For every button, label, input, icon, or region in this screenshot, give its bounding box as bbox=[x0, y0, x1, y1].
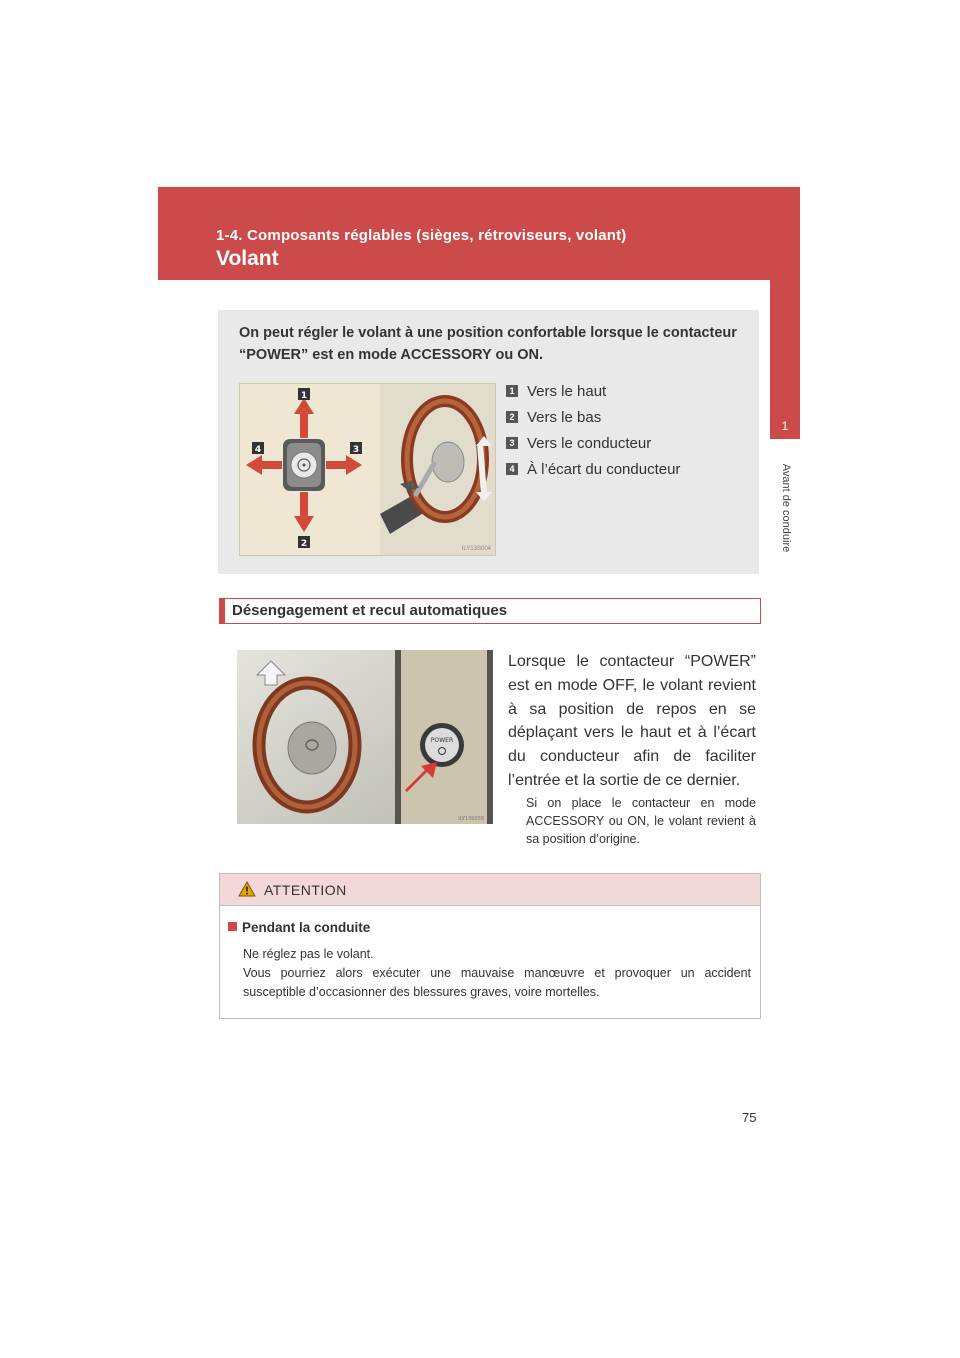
svg-text:3: 3 bbox=[352, 445, 360, 455]
direction-item bbox=[506, 430, 680, 456]
caution-body bbox=[243, 945, 751, 1002]
heading-accent-bar bbox=[220, 599, 225, 623]
direction-label: À l’écart du conducteur bbox=[527, 460, 681, 478]
svg-text:4: 4 bbox=[254, 445, 262, 455]
intro-text: On peut régler le volant à une position confortable lorsque le contacteur “POWER” est en mode ACCESSORY ou ON. bbox=[239, 325, 737, 363]
auto-return-note: Si on place le contacteur en mode ACCESSORY ou ON, le volant revient à sa position d’origine. bbox=[526, 796, 756, 846]
auto-return-description: Lorsque le contacteur “POWER” est en mode OFF, le volant revient à sa position de repos en se déplaçant vers le haut et à l’écart du conducteur afin de faciliter l’entrée et la sortie de ce dernier. bbox=[508, 653, 756, 789]
number-badge: 3 bbox=[506, 437, 518, 449]
direction-item bbox=[506, 456, 680, 482]
section-heading-text: Désengagement et recul automatiques bbox=[232, 602, 508, 619]
svg-text:1: 1 bbox=[300, 391, 308, 401]
page-number: 75 bbox=[742, 1110, 757, 1125]
svg-text:2: 2 bbox=[300, 539, 308, 549]
caution-subtitle-text: Pendant la conduite bbox=[242, 920, 371, 935]
section-heading bbox=[219, 598, 761, 624]
caution-header bbox=[220, 874, 760, 906]
intro-box bbox=[218, 310, 759, 574]
direction-list bbox=[506, 378, 680, 482]
direction-label: Vers le haut bbox=[527, 382, 607, 400]
chapter-tab bbox=[770, 187, 800, 439]
direction-item bbox=[506, 404, 680, 430]
bullet-square-icon bbox=[228, 922, 237, 931]
chapter-title: Avant de conduire bbox=[780, 463, 792, 553]
caution-line: Ne réglez pas le volant. bbox=[243, 947, 374, 961]
direction-label: Vers le bas bbox=[527, 408, 602, 426]
direction-label: Vers le conducteur bbox=[527, 434, 652, 452]
number-badge: 1 bbox=[506, 385, 518, 397]
steering-adjust-diagram bbox=[239, 383, 496, 556]
figure-code: ILY13S004 bbox=[461, 546, 491, 552]
number-badge: 2 bbox=[506, 411, 518, 423]
chapter-title-vertical bbox=[774, 448, 798, 568]
caution-title: ATTENTION bbox=[264, 882, 347, 898]
warning-triangle-icon bbox=[238, 881, 256, 897]
power-button-label: POWER bbox=[430, 737, 454, 744]
power-switch-illustration bbox=[237, 650, 493, 824]
direction-item bbox=[506, 378, 680, 404]
page-title: Volant bbox=[216, 247, 279, 270]
chapter-header bbox=[158, 187, 800, 280]
number-badge: 4 bbox=[506, 463, 518, 475]
caution-line: Vous pourriez alors exécuter une mauvaise manœuvre et provoquer un accident susceptible d’occasionner des blessures graves, voire mortelles. bbox=[243, 966, 751, 999]
caution-box bbox=[219, 873, 761, 1019]
section-title: 1-4. Composants réglables (sièges, rétroviseurs, volant) bbox=[216, 227, 627, 244]
chapter-number: 1 bbox=[781, 419, 789, 433]
figure-code: ILY13S038 bbox=[458, 816, 484, 822]
steering-adjust-illustration bbox=[240, 384, 495, 555]
caution-subtitle bbox=[228, 920, 370, 935]
power-switch-photo bbox=[237, 650, 493, 824]
